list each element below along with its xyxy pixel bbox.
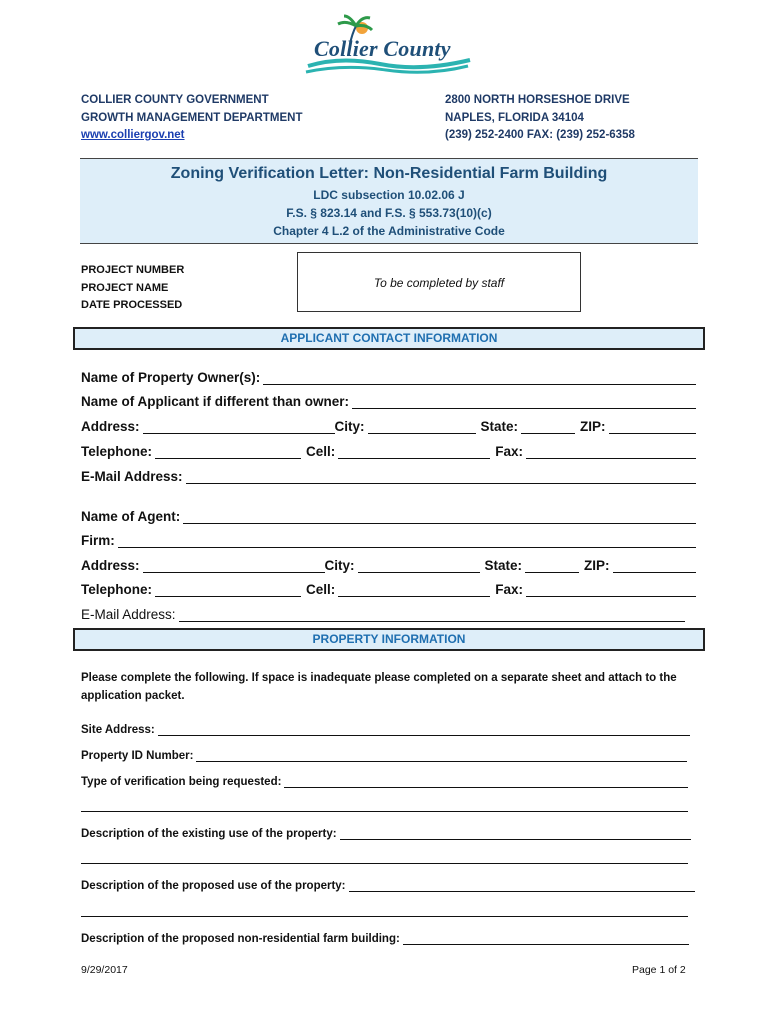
applicant-state-label: State: <box>480 419 519 434</box>
applicant-fax-label: Fax: <box>495 444 524 459</box>
verification-type-field[interactable] <box>284 775 688 788</box>
proposed-use-row <box>81 876 695 892</box>
applicant-zip-field[interactable] <box>609 419 696 434</box>
applicant-field[interactable] <box>352 394 696 409</box>
agent-name-label: Name of Agent: <box>81 509 181 524</box>
agent-address-label: Address: <box>81 558 140 573</box>
city-state-zip: NAPLES, FLORIDA 34104 <box>445 111 584 124</box>
site-address-row <box>81 720 690 736</box>
agent-address-field[interactable] <box>143 558 325 573</box>
owner-field[interactable] <box>263 370 696 385</box>
verification-type-line-2[interactable] <box>81 811 688 812</box>
property-section-header <box>73 628 705 651</box>
applicant-label: Name of Applicant if different than owner: <box>81 394 350 409</box>
title-admin-code-line: Chapter 4 L.2 of the Administrative Code <box>273 224 505 238</box>
footer-date: 9/29/2017 <box>81 964 128 976</box>
applicant-section-header <box>73 327 705 350</box>
title-ldc-line: LDC subsection 10.02.06 J <box>313 188 465 202</box>
org-name: COLLIER COUNTY GOVERNMENT <box>81 94 269 106</box>
agent-zip-field[interactable] <box>613 558 696 573</box>
agent-city-field[interactable] <box>358 558 480 573</box>
agent-firm-field[interactable] <box>118 533 696 548</box>
property-id-field[interactable] <box>196 749 687 762</box>
footer-page-number: Page 1 of 2 <box>632 964 686 976</box>
applicant-section-title: APPLICANT CONTACT INFORMATION <box>280 331 498 345</box>
applicant-telephone-field[interactable] <box>155 444 301 459</box>
agent-email-field[interactable] <box>179 607 685 622</box>
agent-telephone-field[interactable] <box>155 582 301 597</box>
site-address-field[interactable] <box>158 723 690 736</box>
applicant-email-row <box>81 466 696 484</box>
header-right <box>445 92 635 145</box>
applicant-cell-label: Cell: <box>306 444 336 459</box>
agent-email-label: E-Mail Address: <box>81 607 176 622</box>
proposed-building-label: Description of the proposed non-residential farm building: <box>81 933 400 945</box>
site-address-label: Site Address: <box>81 724 155 736</box>
applicant-address-label: Address: <box>81 419 140 434</box>
proposed-use-line-2[interactable] <box>81 916 688 917</box>
existing-use-label: Description of the existing use of the property: <box>81 828 337 840</box>
collier-county-logo <box>300 14 475 76</box>
applicant-address-row <box>81 416 696 434</box>
proposed-use-field[interactable] <box>349 879 695 892</box>
existing-use-field[interactable] <box>340 827 691 840</box>
agent-address-row <box>81 555 696 573</box>
proposed-building-field[interactable] <box>403 932 689 945</box>
street-address: 2800 NORTH HORSESHOE DRIVE <box>445 94 630 106</box>
applicant-city-field[interactable] <box>368 419 476 434</box>
applicant-row <box>81 391 696 409</box>
applicant-city-label: City: <box>334 419 365 434</box>
applicant-fax-field[interactable] <box>526 444 696 459</box>
agent-name-row <box>81 506 696 524</box>
agent-name-field[interactable] <box>183 509 696 524</box>
property-instructions: Please complete the following. If space is inadequate please completed on a separate sheet and attach to the application packet. <box>81 672 677 702</box>
verification-type-row <box>81 772 688 788</box>
agent-firm-row <box>81 530 696 548</box>
applicant-zip-label: ZIP: <box>580 419 606 434</box>
phone-fax: (239) 252-2400 FAX: (239) 252-6358 <box>445 129 635 141</box>
applicant-address-field[interactable] <box>143 419 335 434</box>
proposed-building-row <box>81 929 689 945</box>
existing-use-line-2[interactable] <box>81 863 688 864</box>
verification-type-label: Type of verification being requested: <box>81 776 282 788</box>
proposed-use-label: Description of the proposed use of the property: <box>81 880 346 892</box>
property-id-row <box>81 746 687 762</box>
applicant-telephone-label: Telephone: <box>81 444 153 459</box>
existing-use-row <box>81 824 691 840</box>
agent-cell-label: Cell: <box>306 582 336 597</box>
agent-city-label: City: <box>324 558 355 573</box>
agent-zip-label: ZIP: <box>584 558 610 573</box>
website-link[interactable]: www.colliergov.net <box>81 129 185 141</box>
property-id-label: Property ID Number: <box>81 750 194 762</box>
date-processed-label: DATE PROCESSED <box>81 299 183 311</box>
project-name-label: PROJECT NAME <box>81 281 169 294</box>
applicant-email-label: E-Mail Address: <box>81 469 183 484</box>
header-left <box>81 92 302 145</box>
owner-label: Name of Property Owner(s): <box>81 370 261 385</box>
property-section-title: PROPERTY INFORMATION <box>312 632 466 646</box>
agent-state-field[interactable] <box>525 558 579 573</box>
staff-note: To be completed by staff <box>373 276 505 290</box>
project-labels <box>81 262 184 315</box>
page-title: Zoning Verification Letter: Non-Residential Farm Building <box>170 165 608 182</box>
agent-firm-label: Firm: <box>81 533 115 548</box>
staff-box <box>297 252 581 312</box>
title-box <box>80 158 698 244</box>
applicant-state-field[interactable] <box>521 419 575 434</box>
agent-state-label: State: <box>484 558 523 573</box>
applicant-phone-row <box>81 441 696 459</box>
title-fs-line: F.S. § 823.14 and F.S. § 553.73(10)(c) <box>286 206 492 220</box>
applicant-email-field[interactable] <box>186 469 696 484</box>
project-number-label: PROJECT NUMBER <box>81 264 185 276</box>
agent-email-row <box>81 604 685 622</box>
owner-row <box>81 367 696 385</box>
agent-fax-label: Fax: <box>495 582 524 597</box>
applicant-cell-field[interactable] <box>338 444 490 459</box>
logo-text: Collier County <box>314 36 451 61</box>
department-name: GROWTH MANAGEMENT DEPARTMENT <box>81 111 303 124</box>
agent-telephone-label: Telephone: <box>81 582 153 597</box>
agent-fax-field[interactable] <box>526 582 696 597</box>
agent-cell-field[interactable] <box>338 582 490 597</box>
agent-phone-row <box>81 579 696 597</box>
